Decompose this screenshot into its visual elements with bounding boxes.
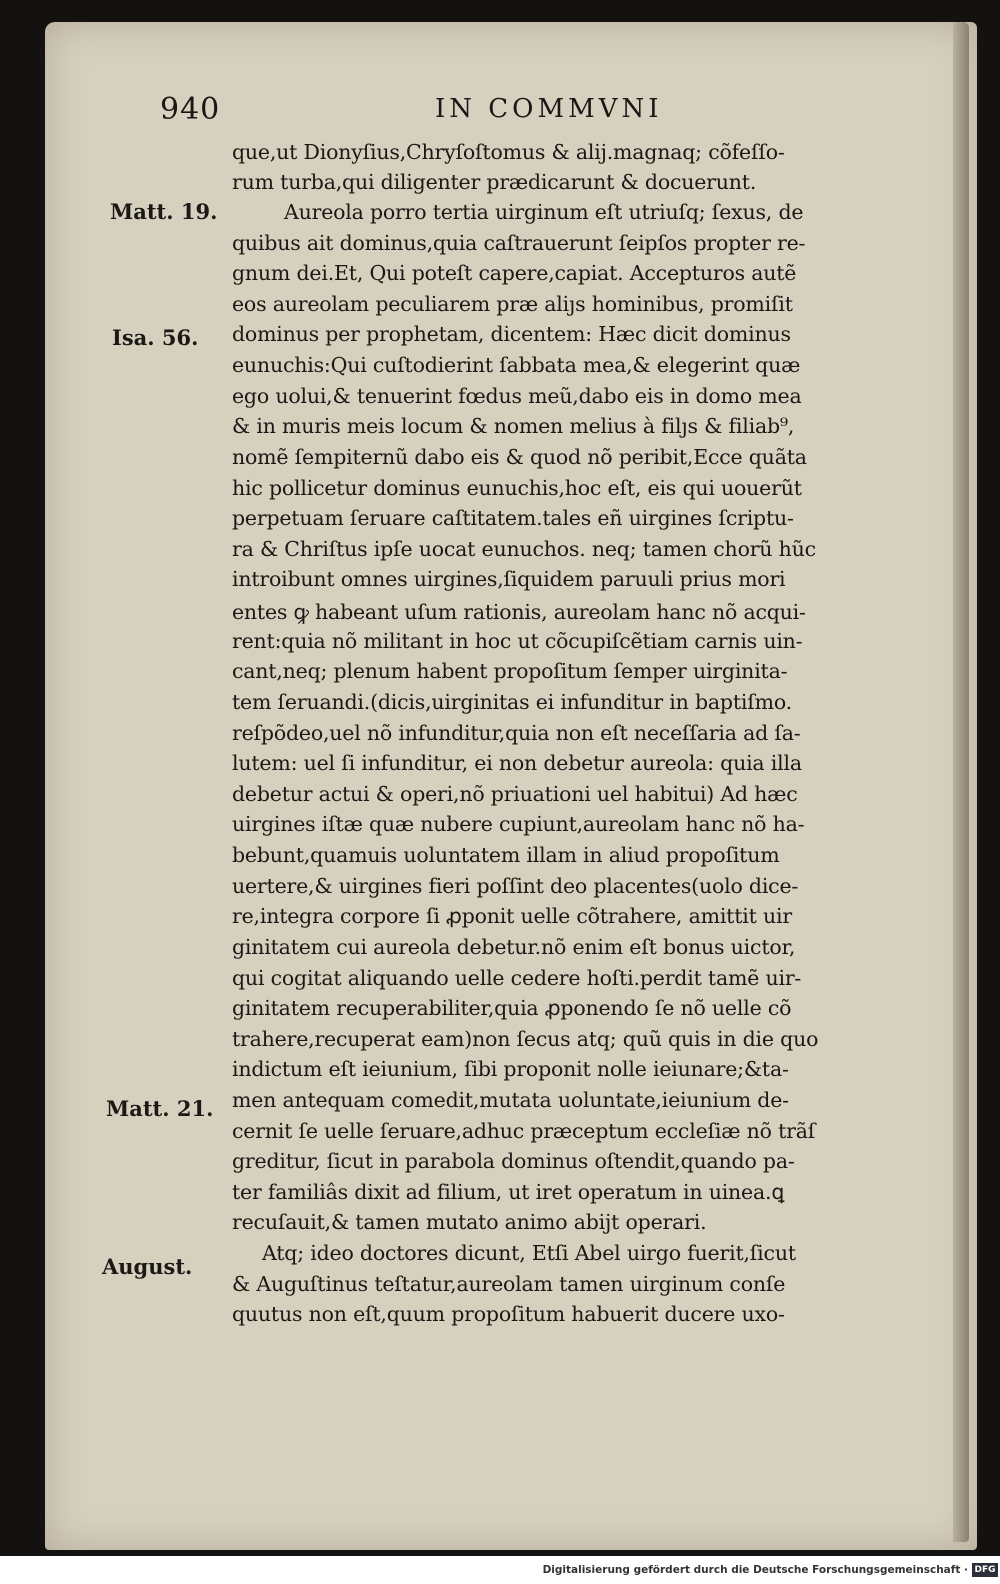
text-line: indictum eſt ieiunium, ſibi proponit nolle ieiunare;&ta- bbox=[232, 1057, 789, 1081]
text-line: rent:quia nõ militant in hoc ut cõcupiſcẽtiam carnis uin- bbox=[232, 629, 803, 653]
text-line: dominus per prophetam, dicentem: Hæc dicit dominus bbox=[232, 322, 791, 346]
text-line: uirgines iſtæ quæ nubere cupiunt,aureolam hanc nõ ha- bbox=[232, 812, 805, 836]
digitization-credit bbox=[543, 1559, 998, 1581]
text-line: rum turba,qui diligenter prædicarunt & docuerunt. bbox=[232, 170, 757, 194]
marginal-note: August. bbox=[102, 1254, 193, 1279]
text-line: tem ſeruandi.(dicis,uirginitas ei infunditur in baptiſmo. bbox=[232, 690, 792, 714]
text-line: que,ut Dionyſius,Chryſoſtomus & alij.magnaq; cõfeſſo- bbox=[232, 140, 785, 164]
marginal-note: Matt. 21. bbox=[106, 1096, 214, 1121]
text-line: quibus ait dominus,quia caſtrauerunt ſeipſos propter re- bbox=[232, 231, 806, 255]
text-line: Atq; ideo doctores dicunt, Etſi Abel uirgo fuerit,ſicut bbox=[262, 1241, 796, 1265]
text-line: eos aureolam peculiarem præ aliȷs hominibus, promiſit bbox=[232, 292, 793, 316]
text-line: eunuchis:Qui cuſtodierint ſabbata mea,& elegerint quæ bbox=[232, 353, 801, 377]
text-line: gnum dei.Et, Qui poteſt capere,capiat. Accepturos autẽ bbox=[232, 261, 797, 285]
text-line: ter familiâs dixit ad filium, ut iret operatum in uinea.ꝗ bbox=[232, 1180, 785, 1204]
page-number: 940 bbox=[160, 92, 221, 127]
text-line: perpetuam ſeruare caſtitatem.tales eñ uirgines ſcriptu- bbox=[232, 506, 794, 530]
text-line: men antequam comedit,mutata uoluntate,ieiunium de- bbox=[232, 1088, 789, 1112]
text-line: & in muris meis locum & nomen melius à filȷs & filiab⁹, bbox=[232, 414, 795, 438]
marginal-note: Matt. 19. bbox=[110, 199, 218, 224]
text-line: ego uolui,& tenuerint fœdus meũ,dabo eis in domo mea bbox=[232, 384, 802, 408]
page-edge bbox=[953, 22, 969, 1542]
marginal-note: Isa. 56. bbox=[112, 325, 199, 350]
text-line: & Auguſtinus teſtatur,aureolam tamen uirginum conſe bbox=[232, 1272, 786, 1296]
text-line: cant,neq; plenum habent propoſitum ſemper uirginita- bbox=[232, 659, 788, 683]
running-title: IN COMMVNI bbox=[435, 94, 663, 124]
text-line: ginitatem cui aureola debetur.nõ enim eſt bonus uictor, bbox=[232, 935, 796, 959]
text-line: trahere,recuperat eam)non ſecus atq; quũ quis in die quo bbox=[232, 1027, 819, 1051]
text-line: recuſauit,& tamen mutato animo abijt operari. bbox=[232, 1210, 707, 1234]
text-line: reſpõdeo,uel nõ infunditur,quia non eſt neceſſaria ad ſa- bbox=[232, 721, 801, 745]
text-line: debetur actui & operi,nõ priuationi uel habitui) Ad hæc bbox=[232, 782, 798, 806]
text-line: Aureola porro tertia uirginum eſt utriuſq; ſexus, de bbox=[284, 200, 804, 224]
text-line: uertere,& uirgines fieri poſſint deo placentes(uolo dice- bbox=[232, 874, 799, 898]
text-line: cernit ſe uelle ſeruare,adhuc præceptum eccleſiæ nõ trãſ bbox=[232, 1119, 816, 1143]
text-line: quutus non eſt,quum propoſitum habuerit ducere uxo- bbox=[232, 1302, 785, 1326]
text-line: ra & Chriſtus ipſe uocat eunuchos. neq; tamen chorũ hũc bbox=[232, 537, 816, 561]
text-line: nomẽ ſempiternũ dabo eis & quod nõ peribit,Ecce quãta bbox=[232, 445, 807, 469]
text-line: ginitatem recuperabiliter,quia ꝓponendo ſe nõ uelle cõ bbox=[232, 996, 792, 1020]
text-line: hic pollicetur dominus eunuchis,hoc eſt, eis qui uouerũt bbox=[232, 476, 802, 500]
running-head bbox=[110, 92, 710, 132]
text-line: lutem: uel ſi infunditur, ei non debetur aureola: quia illa bbox=[232, 751, 802, 775]
text-line: introibunt omnes uirgines,ſiquidem paruuli prius mori bbox=[232, 567, 786, 591]
dfg-logo: DFG bbox=[972, 1563, 998, 1577]
text-line: greditur, ſicut in parabola dominus oſtendit,quando pa- bbox=[232, 1149, 795, 1173]
text-line: entes ꝙ habeant uſum rationis, aureolam hanc nõ acqui- bbox=[232, 600, 806, 624]
text-line: re,integra corpore ſi ꝓponit uelle cõtrahere, amittit uir bbox=[232, 904, 792, 928]
text-line: bebunt,quamuis uoluntatem illam in aliud propoſitum bbox=[232, 843, 780, 867]
text-line: qui cogitat aliquando uelle cedere hoſti.perdit tamẽ uir- bbox=[232, 966, 802, 990]
credit-text: Digitalisierung gefördert durch die Deutsche Forschungsgemeinschaft · bbox=[542, 1564, 968, 1576]
